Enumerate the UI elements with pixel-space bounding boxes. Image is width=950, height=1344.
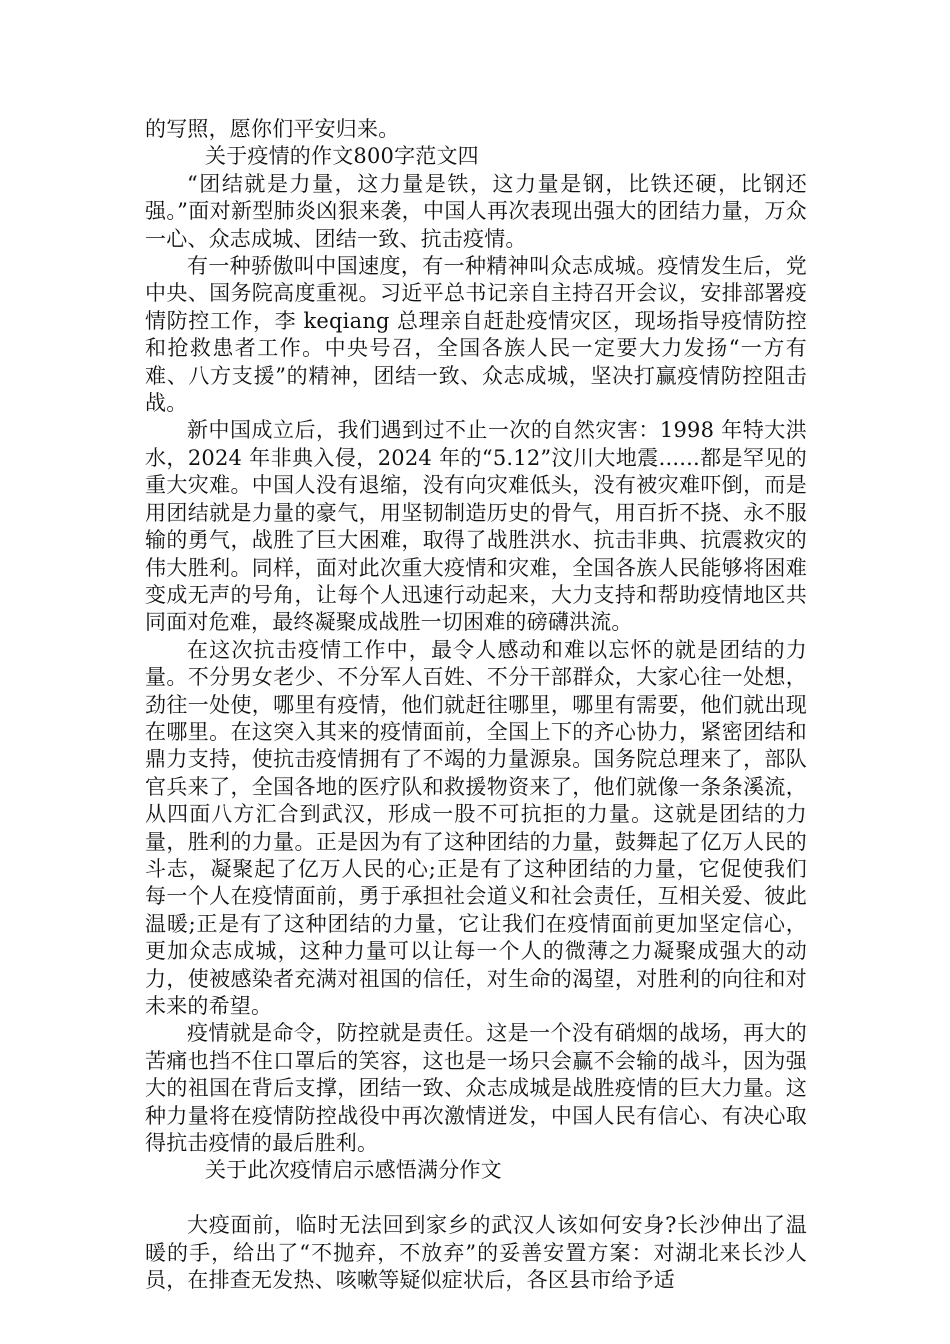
document-page [145,116,807,1294]
paragraph-closing-line: 的写照，愿你们平安归来。 [145,117,400,141]
paragraph-natural-disasters: 新中国成立后，我们遇到过不止一次的自然灾害：1998 年特大洪水，2024 年非典入侵，2024 年的“5.12”汶川大地震......都是罕见的重大灾难。中国人没有退缩，没有向灾难低头，没有被灾难吓倒，而是用团结就是力量的豪气，用坚韧制造历史的骨气，用百折不挠、永不服输的勇气，战胜了巨大困难，取得了战胜洪水、抗击非典、抗震救灾的伟大胜利。同样，面对此次重大疫情和灾难，全国各族人民能够将困难变成无声的号角，让每个人迅速行动起来，大力支持和帮助疫情地区共同面对危难，最终凝聚成战胜一切困难的磅礴洪流。 [145,418,807,635]
paragraph-unity-is-strength: “团结就是力量，这力量是铁，这力量是钢，比铁还硬，比钢还强。”面对新型肺炎凶狠来袭，中国人再次表现出强大的团结力量，万众一心、众志成城、团结一致、抗击疫情。 [145,171,807,251]
paragraph-changsha-shelter: 大疫面前，临时无法回到家乡的武汉人该如何安身?长沙伸出了温暖的手，给出了“不抛弃，不放弃”的妥善安置方案：对湖北来长沙人员，在排查无发热、咳嗽等疑似症状后，各区县市给予适 [145,1213,807,1293]
essay-title-four: 关于疫情的作文800字范文四 [205,144,479,169]
essay-title-reflection: 关于此次疫情启示感悟满分作文 [205,1158,502,1183]
paragraph-epidemic-is-order: 疫情就是命令，防控就是责任。这是一个没有硝烟的战场，再大的苦痛也挡不住口罩后的笑容，这也是一场只会赢不会输的战斗，因为强大的祖国在背后支撑，团结一致、众志成城是战胜疫情的巨大力量。这种力量将在疫情防控战役中再次激情迸发，中国人民有信心、有决心取得抗击疫情的最后胜利。 [145,1021,807,1156]
paragraph-power-of-unity: 在这次抗击疫情工作中，最令人感动和难以忘怀的就是团结的力量。不分男女老少、不分军人百姓、不分干部群众，大家心往一处想，劲往一处使，哪里有疫情，他们就赶往哪里，哪里有需要，他们就出现在哪里。在这突入其来的疫情面前，全国上下的齐心协力，紧密团结和鼎力支持，使抗击疫情拥有了不竭的力量源泉。国务院总理来了，部队官兵来了，全国各地的医疗队和救援物资来了，他们就像一条条溪流，从四面八方汇合到武汉，形成一股不可抗拒的力量。这就是团结的力量，胜利的力量。正是因为有了这种团结的力量，鼓舞起了亿万人民的斗志，凝聚起了亿万人民的心;正是有了这种团结的力量，它促使我们每一个人在疫情面前，勇于承担社会道义和社会责任，互相关爱、彼此温暖;正是有了这种团结的力量，它让我们在疫情面前更加坚定信心，更加众志成城，这种力量可以让每一个人的微薄之力凝聚成强大的动力，使被感染者充满对祖国的信任，对生命的渴望，对胜利的向往和对未来的希望。 [145,637,807,1018]
paragraph-china-speed: 有一种骄傲叫中国速度，有一种精神叫众志成城。疫情发生后，党中央、国务院高度重视。习近平总书记亲自主持召开会议，安排部署疫情防控工作，李 keqiang 总理亲自赶赴疫情灾区，现场指导疫情防控和抢救患者工作。中央号召，全国各族人民一定要大力发扬“一方有难、八方支援”的精神，团结一致、众志成城，坚决打赢疫情防控阻击战。 [145,254,807,416]
blank-line [145,1185,807,1212]
